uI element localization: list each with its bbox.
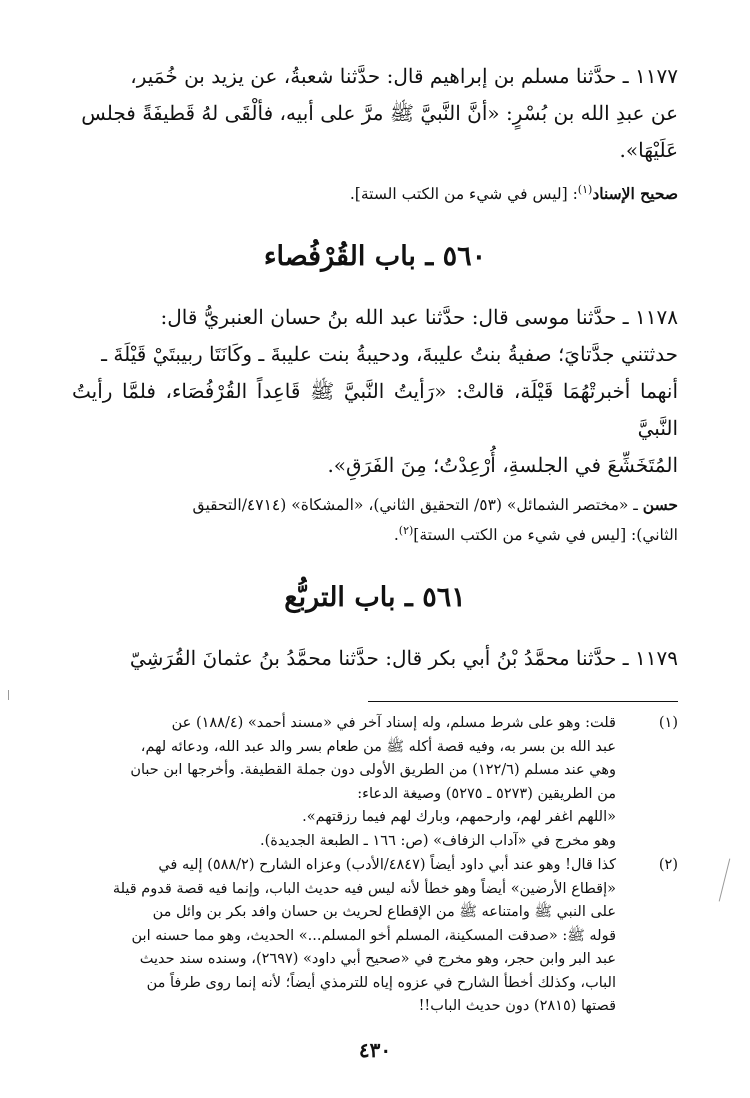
hadith-1177 (72, 58, 678, 169)
footnote-2-line-6: الباب، وكذلك أخطأ الشارح في عزوه إياه للترمذي أيضاً؛ لأنه إنما روى طرفاً من (146, 974, 616, 991)
grade-1178-line-2: الثاني): [ليس في شيء من الكتب الستة] (413, 526, 678, 545)
hadith-1179-line-1: ١١٧٩ ـ حدَّثنا محمَّدُ بْنُ أبي بكر قال: حدَّثنا محمَّدُ بنُ عثمانَ القُرَشِيّ (129, 646, 678, 671)
grade-1177 (72, 177, 678, 207)
page-number: ٤٣٠ (358, 1038, 392, 1062)
footnote-1-line-4: من الطريقين (٥٢٧٣ ـ ٥٢٧٥) وصيغة الدعاء: (357, 785, 616, 802)
footnote-1-line-5: «اللهم اغفر لهم، وارحمهم، وبارك لهم فيما رزقتهم». (302, 809, 616, 826)
footnote-2-body (72, 854, 616, 1019)
hadith-1178-line-4: المُتَخَشِّعَ في الجلسةِ، أُرْعِدْتُ؛ مِنَ الفَرَقِ». (327, 453, 678, 478)
grade-1178-end: . (393, 526, 399, 545)
hadith-1177-line-1: ١١٧٧ ـ حدَّثنا مسلم بن إبراهيم قال: حدَّثنا شعبةُ، عن يزيد بن خُمَير، (130, 64, 678, 88)
grade-1178-line-1: ـ «مختصر الشمائل» (٥٣/ التحقيق الثاني)، «المشكاة» (٤٧١٤/التحقيق (192, 496, 643, 515)
footnote-2-line-4: قوله ﷺ: «صدقت المسكينة، المسلم أخو المسلم...» الحديث، وهو مما حسنه ابن (131, 927, 616, 944)
footnote-1-line-3: وهي عند مسلم (١٢٢/٦) من الطريق الأولى دون جملة القطيفة. وأخرجها ابن حبان (130, 762, 616, 779)
footnote-ref-1: (١) (577, 183, 593, 196)
grade-1178-label: حسن (642, 495, 678, 515)
hadith-1177-line-3: عَلَيْهَا». (619, 138, 678, 162)
hadith-1178 (72, 299, 678, 484)
footnote-2-line-7: قصتها (٢٨١٥) دون حديث الباب!! (418, 998, 616, 1015)
chapter-heading-561: ٥٦١ ـ باب التربُّع (284, 582, 466, 614)
hadith-1179 (72, 640, 678, 677)
footnote-2 (72, 854, 678, 1019)
scan-mark-left (8, 690, 9, 700)
footnote-ref-2: (٢) (398, 524, 414, 538)
footnote-2-line-3: على النبي ﷺ وامتناعه ﷺ من الإقطاع لحريث بن حسان وافد بكر بن وائل من (152, 904, 616, 921)
footnote-2-line-2: «إقطاع الأرضين» أيضاً وهو خطأ لأنه ليس فيه حديث الباب، وإنما فيه قصة قدوم قيلة (112, 880, 616, 897)
hadith-1178-line-2: حدثتني جدَّتايَ؛ صفيةُ بنتُ عليبةَ، ودحيبةُ بنت عليبةَ ـ وكَانَتَا ربيبتَيْ قَيْلَةَ ـ (101, 342, 678, 367)
footnote-1-number: (١) (658, 715, 678, 732)
footnote-2-line-1: كذا قال! وهو عند أبي داود أيضاً (٤٨٤٧/الأدب) وعزاه الشارح (٥٨٨/٢) إليه في (158, 857, 616, 874)
chapter-heading-560: ٥٦٠ ـ باب القُرْفُصاء (263, 241, 487, 273)
hadith-1177-line-2: عن عبدِ الله بن بُسْرٍ: «أنَّ النَّبيَّ ﷺ مرَّ على أبيه، فألْقَى لهُ قَطيفَةً فجلس (81, 101, 678, 125)
footnote-1-line-6: وهو مخرج في «آداب الزفاف» (ص: ١٦٦ ـ الطبعة الجديدة). (260, 832, 616, 849)
hadith-1178-line-1: ١١٧٨ ـ حدَّثنا موسى قال: حدَّثنا عبد الله بنُ حسان العنبريُّ قال: (160, 305, 678, 330)
scan-mark-right (719, 859, 731, 902)
footnote-2-number: (٢) (658, 857, 678, 874)
footnote-1-body (72, 712, 616, 853)
hadith-1178-line-3: أنهما أخبرتْهُمَا قَيْلَة، قالتْ: «رَأيتُ النَّبيَّ ﷺ قَاعِداً القُرْفُصَاء، فلمَّا رأيتُ النَّبيَّ (72, 379, 678, 441)
footnote-2-line-5: عبد البر وابن حجر، وهو مخرج في «صحيح أبي داود» (٢٦٩٧)، وسنده سند حديث (139, 951, 616, 968)
grade-1178 (72, 492, 678, 548)
grade-1177-label: صحيح الإسناد (592, 184, 678, 204)
footnote-1-line-2: عبد الله بن بسر به، وفيه قصة أكله ﷺ من طعام بسر والد عبد الله، ودعائه لهم، (140, 738, 616, 755)
grade-1177-text: : [ليس في شيء من الكتب الستة]. (349, 185, 578, 204)
footnote-separator (368, 701, 678, 702)
footnote-1 (72, 712, 678, 853)
footnote-1-line-1: قلت: وهو على شرط مسلم، وله إسناد آخر في «مسند أحمد» (١٨٨/٤) عن (171, 715, 616, 732)
